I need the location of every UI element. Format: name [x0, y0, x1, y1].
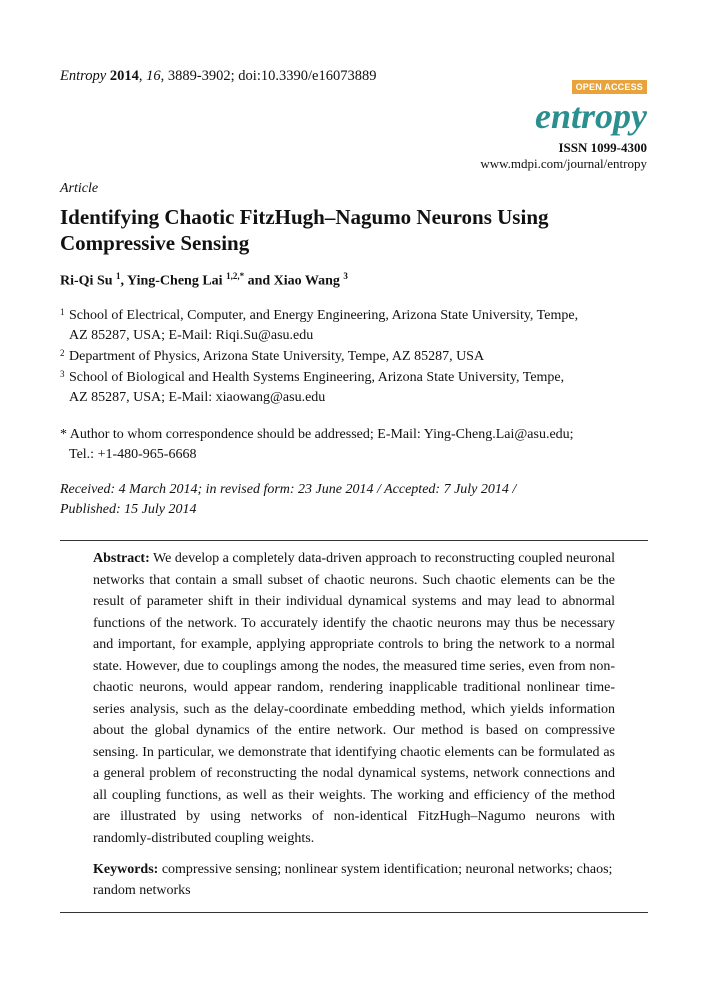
journal-url[interactable]: www.mdpi.com/journal/entropy [480, 156, 647, 171]
keywords [93, 860, 615, 901]
open-access-badge: OPEN ACCESS [572, 80, 647, 94]
author-name: Ying-Cheng Lai [127, 273, 223, 289]
journal-logo: entropy [535, 96, 647, 136]
affiliation: 1 School of Electrical, Computer, and Energy Engineering, Arizona State University, Tempe, AZ 85287, USA; E-Mail: Riqi.Su@asu.edu [60, 307, 579, 343]
journal-reference: Entropy 2014, 16, 3889-3902; doi:10.3390/e16073889 [60, 68, 377, 84]
article-type: Article [60, 181, 99, 196]
author-affiliation-mark: 1,2,* [226, 271, 245, 281]
affiliation: 3 School of Biological and Health Systems Engineering, Arizona State University, Tempe, AZ 85287, USA; E-Mail: xiaowang@asu.edu [60, 369, 565, 405]
author-affiliation-mark: 3 [343, 271, 348, 281]
journal-name: Entropy [60, 68, 107, 84]
bottom-rule [60, 912, 648, 913]
affiliation: 2 Department of Physics, Arizona State University, Tempe, AZ 85287, USA [60, 348, 485, 364]
author-name: Xiao Wang [273, 273, 340, 289]
correspondence-note: * Author to whom correspondence should be addressed; E-Mail: Ying-Cheng.Lai@asu.edu; Tel.: +1-480-965-6668 [60, 427, 574, 462]
abstract-text: We develop a completely data-driven approach to reconstructing coupled neuronal networks that contain a small subset of chaotic neurons. Such chaotic elements can be the result of parameter shift in their individual dynamical systems and may lead to abnormal functions of the network. To accurately identify the chaotic neurons may thus be necessary and important, for example, applying appropriate controls to bring the network to a normal state. However, due to couplings among the nodes, the measured time series, even from non-chaotic neurons, would appear random, rendering inapplicable traditional nonlinear time-series analysis, such as the delay-coordinate embedding method, which yields information about the global dynamics of the entire network. Our method is based on compressive sensing. In particular, we demonstrate that identifying chaotic elements can be formulated as a general problem of reconstructing the nodal dynamical systems, network connections and all coupling functions, as well as their weights. The working and efficiency of the method are illustrated by using networks of non-identical FitzHugh–Nagumo neurons with randomly-distributed coupling weights. [93, 551, 616, 846]
top-rule [60, 540, 648, 541]
issn: ISSN 1099-4300 [558, 140, 647, 155]
abstract [93, 548, 615, 849]
author-affiliation-mark: 1 [116, 271, 121, 281]
keywords-label: Keywords: [93, 862, 159, 877]
author-list: Ri-Qi Su $^1$, Ying-Cheng Lai $^{1,2,*}$ and Xiao Wang $^3$ [60, 271, 348, 289]
paper-title: Identifying Chaotic FitzHugh–Nagumo Neurons Using Compressive Sensing [60, 205, 549, 255]
publication-dates: Received: 4 March 2014; in revised form: 23 June 2014 / Accepted: 7 July 2014 / Published: 15 July 2014 [60, 482, 517, 517]
journal-volume: 16 [146, 68, 161, 84]
keywords-text: compressive sensing; nonlinear system identification; neuronal networks; chaos; random networks [93, 862, 613, 898]
journal-pages-doi: , 3889-3902; doi:10.3390/e16073889 [160, 68, 377, 84]
abstract-label: Abstract: [93, 551, 150, 566]
author-name: Ri-Qi Su [60, 273, 113, 289]
journal-year: 2014 [109, 68, 139, 84]
